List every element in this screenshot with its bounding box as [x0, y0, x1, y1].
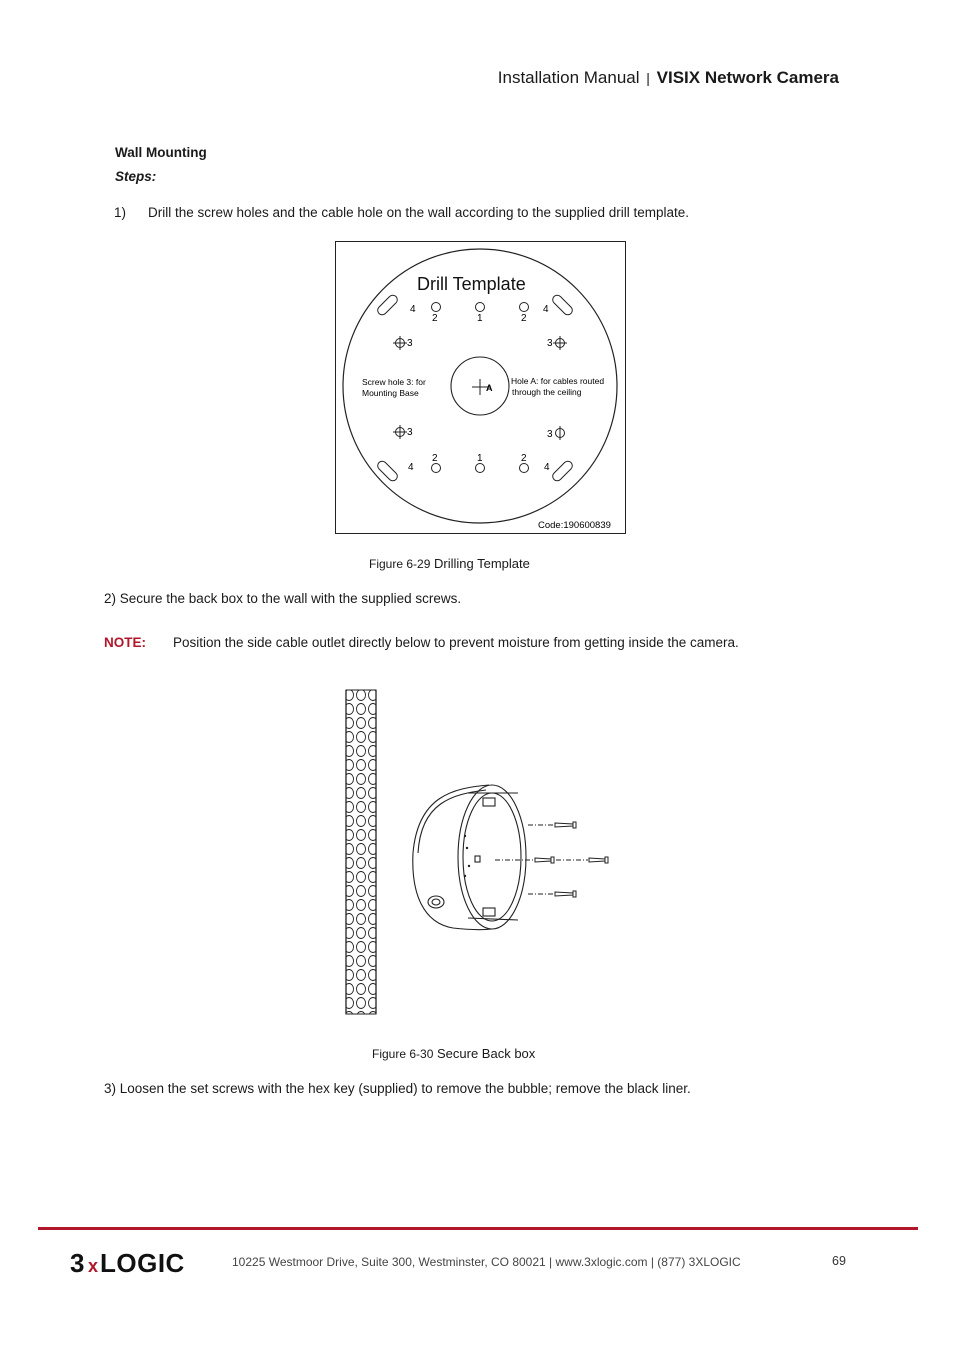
footer-divider — [38, 1227, 918, 1230]
hole-label-3-tr: 3 — [547, 338, 553, 349]
hole-label-3-bl: 3 — [407, 427, 413, 438]
drill-template-title: Drill Template — [417, 274, 526, 294]
hole-label-4-bl: 4 — [408, 462, 414, 473]
hole-label-2-bl: 2 — [432, 453, 438, 464]
template-code: Code:190600839 — [538, 520, 611, 531]
note-text: Position the side cable outlet directly below to prevent moisture from getting inside the camera. — [173, 635, 739, 650]
hole-label-2-tr: 2 — [521, 313, 527, 324]
screw-hole-label-line1: Screw hole 3: for — [362, 377, 426, 387]
page-number: 69 — [832, 1254, 846, 1268]
figure-title: Drilling Template — [434, 556, 530, 571]
hole-label-2-br: 2 — [521, 453, 527, 464]
note-label: NOTE: — [104, 635, 146, 650]
hole-label-4-br: 4 — [544, 462, 550, 473]
footer-address: 10225 Westmoor Drive, Suite 300, Westminster, CO 80021 | www.3xlogic.com | (877) 3XLOGIC — [232, 1255, 741, 1269]
screw-hole-label-line2: Mounting Base — [362, 388, 419, 398]
section-title: Wall Mounting — [115, 145, 207, 160]
hole-label-4-tr: 4 — [543, 304, 549, 315]
hole-label-1-bottom: 1 — [477, 453, 483, 464]
hole-label-2-tl: 2 — [432, 313, 438, 324]
figure-caption-6-29 — [369, 556, 530, 571]
manual-title: Installation Manual — [497, 68, 640, 87]
page-header — [498, 68, 839, 88]
svg-text:x: x — [88, 1256, 99, 1276]
center-hole-label: A — [486, 383, 493, 393]
drill-template-figure — [335, 241, 627, 535]
svg-text:LOGIC: LOGIC — [100, 1248, 185, 1278]
header-separator: | — [646, 70, 650, 86]
steps-label: Steps: — [115, 169, 157, 184]
hole-label-3-br: 3 — [547, 429, 553, 440]
product-name: VISIX Network Camera — [656, 68, 839, 87]
step-1-number: 1) — [114, 205, 127, 220]
hole-label-1-top: 1 — [477, 313, 483, 324]
figure-title: Secure Back box — [437, 1046, 536, 1061]
figure-caption-6-30 — [372, 1046, 535, 1061]
hole-a-label-line2: through the ceiling — [512, 387, 582, 397]
svg-text:3: 3 — [70, 1248, 85, 1278]
back-box-figure — [343, 688, 613, 1018]
step-3-text: 3) Loosen the set screws with the hex key (supplied) to remove the bubble; remove the black liner. — [104, 1081, 691, 1096]
step-2-text: 2) Secure the back box to the wall with the supplied screws. — [104, 591, 462, 606]
hole-label-4-tl: 4 — [410, 304, 416, 315]
step-1-text: Drill the screw holes and the cable hole on the wall according to the supplied drill template. — [148, 205, 690, 220]
figure-number: Figure 6-30 — [372, 1047, 434, 1061]
company-logo — [70, 1248, 206, 1278]
hole-a-label-line1: Hole A: for cables routed — [511, 376, 605, 386]
hole-label-3-tl: 3 — [407, 338, 413, 349]
figure-number: Figure 6-29 — [369, 557, 431, 571]
